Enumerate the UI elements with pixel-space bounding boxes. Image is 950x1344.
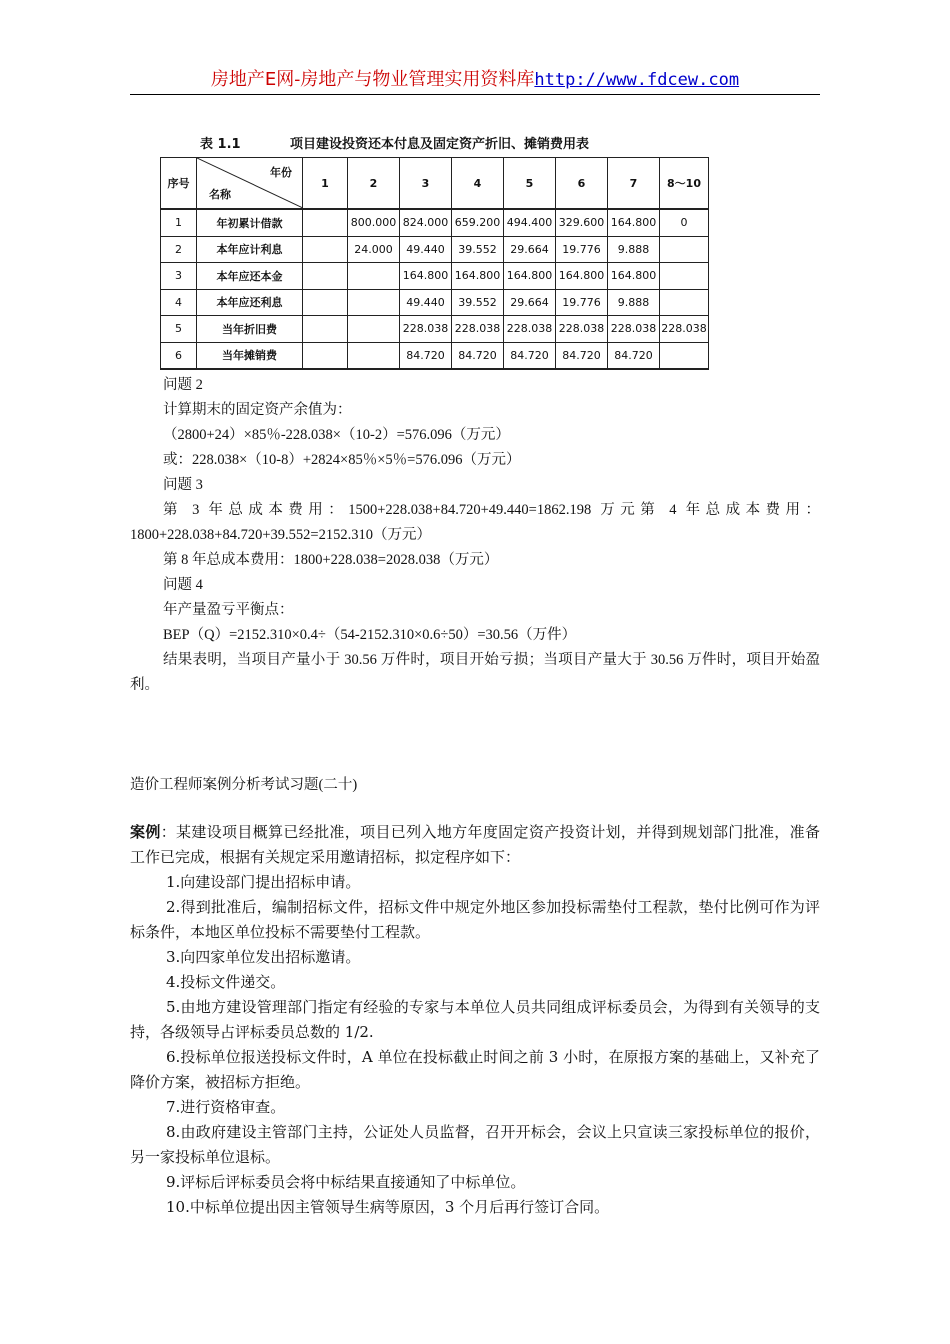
table-cell — [348, 342, 400, 369]
header-year: 1 — [303, 158, 348, 210]
table-row — [161, 289, 709, 316]
case-item: 2.得到批准后，编制招标文件，招标文件中规定外地区参加投标需垫付工程款，垫付比例可作为评标条件，本地区单位投标不需要垫付工程款。 — [130, 898, 820, 941]
q2-line: 或：228.038×（10-8）+2824×85％×5％=576.096（万元） — [163, 452, 521, 468]
q4-line: 结果表明，当项目产量小于 30.56 万件时，项目开始亏损；当项目产量大于 30.56 万件时，项目开始盈利。 — [130, 652, 820, 693]
table-cell: 228.038 — [400, 316, 452, 343]
table-header-row — [161, 158, 709, 210]
table-cell: 329.600 — [556, 209, 608, 236]
row-name: 年初累计借款 — [197, 209, 303, 236]
header-name-label: 名称 — [209, 188, 231, 201]
row-seq: 5 — [161, 316, 197, 343]
table-cell: 49.440 — [400, 236, 452, 263]
header-year: 6 — [556, 158, 608, 210]
header-year: 8～10 — [660, 158, 709, 210]
header-year: 7 — [608, 158, 660, 210]
debt-depreciation-table — [160, 157, 709, 370]
table-cell: 19.776 — [556, 236, 608, 263]
header-year: 3 — [400, 158, 452, 210]
table-cell: 39.552 — [452, 289, 504, 316]
table-body — [161, 209, 709, 369]
header-separator: - — [294, 69, 301, 90]
row-name: 本年应还利息 — [197, 289, 303, 316]
table-cell: 84.720 — [504, 342, 556, 369]
table-cell: 164.800 — [400, 263, 452, 290]
table-cell — [348, 289, 400, 316]
q2-line: 计算期末的固定资产余值为： — [163, 402, 352, 418]
header-year: 2 — [348, 158, 400, 210]
table-number: 表 1.1 — [200, 137, 241, 152]
table-cell: 228.038 — [452, 316, 504, 343]
table-cell: 19.776 — [556, 289, 608, 316]
case-items — [130, 870, 820, 1220]
table-cell — [348, 316, 400, 343]
table-cell: 84.720 — [608, 342, 660, 369]
table-row — [161, 342, 709, 369]
table-cell: 228.038 — [608, 316, 660, 343]
table-cell: 29.664 — [504, 236, 556, 263]
table-cell: 164.800 — [608, 263, 660, 290]
table-cell: 9.888 — [608, 289, 660, 316]
q4-heading: 问题 4 — [163, 577, 203, 593]
case-item: 3.向四家单位发出招标邀请。 — [166, 948, 361, 966]
table-title: 项目建设投资还本付息及固定资产折旧、摊销费用表 — [290, 137, 590, 152]
table-cell: 800.000 — [348, 209, 400, 236]
header-year-label: 年份 — [270, 166, 292, 179]
case-intro-text: ：某建设项目概算已经批准，项目已列入地方年度固定资产投资计划，并得到规划部门批准，准备工作已完成，根据有关规定采用邀请招标，拟定程序如下： — [130, 823, 820, 866]
header-corner — [197, 158, 303, 210]
table-row — [161, 236, 709, 263]
row-seq: 4 — [161, 289, 197, 316]
row-name: 本年应还本金 — [197, 263, 303, 290]
case-item: 1.向建设部门提出招标申请。 — [166, 873, 361, 891]
table-cell — [303, 209, 348, 236]
site-subtitle: 房地产与物业管理实用资料库 — [300, 69, 535, 90]
q3-heading: 问题 3 — [163, 477, 203, 493]
row-seq: 1 — [161, 209, 197, 236]
table-cell: 228.038 — [556, 316, 608, 343]
q2-heading: 问题 2 — [163, 377, 203, 393]
table-cell: 164.800 — [608, 209, 660, 236]
table-cell: 164.800 — [556, 263, 608, 290]
site-brand: 房地产E网 — [210, 69, 295, 90]
table-cell: 84.720 — [452, 342, 504, 369]
table-cell: 824.000 — [400, 209, 452, 236]
q3-line: 第 3 年总成本费用：1500+228.038+84.720+49.440=1862.198 万元第 4 年总成本费用：1800+228.038+84.720+39.552=2152.310（万元） — [130, 502, 820, 543]
table-cell: 228.038 — [660, 316, 709, 343]
q3-line: 第 8 年总成本费用：1800+228.038=2028.038（万元） — [163, 552, 499, 568]
table-cell — [660, 263, 709, 290]
case-lead: 案例 — [130, 823, 161, 841]
row-name: 本年应计利息 — [197, 236, 303, 263]
case-item: 4.投标文件递交。 — [166, 973, 286, 991]
exam-title: 造价工程师案例分析考试习题(二十) — [130, 777, 358, 793]
row-seq: 6 — [161, 342, 197, 369]
table-cell: 84.720 — [400, 342, 452, 369]
table-cell — [303, 289, 348, 316]
table-row — [161, 209, 709, 236]
table-cell: 24.000 — [348, 236, 400, 263]
solution-section — [130, 373, 820, 698]
table-cell: 9.888 — [608, 236, 660, 263]
table-cell: 164.800 — [504, 263, 556, 290]
case-section — [130, 820, 820, 1220]
case-intro — [130, 820, 820, 870]
q2-line: （2800+24）×85％-228.038×（10-2）=576.096（万元） — [163, 427, 510, 443]
table-cell: 49.440 — [400, 289, 452, 316]
header-year: 5 — [504, 158, 556, 210]
row-name: 当年折旧费 — [197, 316, 303, 343]
q4-line: BEP（Q）=2152.310×0.4÷（54-2152.310×0.6÷50）=30.56（万件） — [163, 627, 577, 643]
table-row — [161, 263, 709, 290]
table-caption — [200, 133, 720, 153]
table-row — [161, 316, 709, 343]
table-cell: 0 — [660, 209, 709, 236]
header-year: 4 — [452, 158, 504, 210]
table-cell — [348, 263, 400, 290]
case-item: 5.由地方建设管理部门指定有经验的专家与本单位人员共同组成评标委员会，为得到有关领导的支持，各级领导占评标委员总数的 1/2. — [130, 998, 820, 1041]
table-cell — [303, 342, 348, 369]
table-cell: 39.552 — [452, 236, 504, 263]
case-item: 8.由政府建设主管部门主持，公证处人员监督，召开开标会，会议上只宣读三家投标单位的报价，另一家投标单位退标。 — [130, 1123, 820, 1166]
table-cell: 84.720 — [556, 342, 608, 369]
row-seq: 3 — [161, 263, 197, 290]
q4-line: 年产量盈亏平衡点： — [163, 602, 294, 618]
site-url-link[interactable]: http://www.fdcew.com — [534, 70, 740, 90]
page-header — [130, 66, 820, 95]
table-cell — [303, 236, 348, 263]
row-name: 当年摊销费 — [197, 342, 303, 369]
table-cell: 164.800 — [452, 263, 504, 290]
case-item: 9.评标后评标委员会将中标结果直接通知了中标单位。 — [166, 1173, 526, 1191]
table-cell: 659.200 — [452, 209, 504, 236]
table-cell: 494.400 — [504, 209, 556, 236]
table-cell — [303, 316, 348, 343]
case-item: 6.投标单位报送投标文件时，A 单位在投标截止时间之前 3 小时，在原报方案的基础上，又补充了降价方案，被招标方拒绝。 — [130, 1048, 820, 1091]
case-item: 7.进行资格审查。 — [166, 1098, 286, 1116]
case-item: 10.中标单位提出因主管领导生病等原因，3 个月后再行签订合同。 — [166, 1198, 610, 1216]
table-cell — [660, 236, 709, 263]
table-cell: 29.664 — [504, 289, 556, 316]
table-cell — [303, 263, 348, 290]
table-cell — [660, 289, 709, 316]
table-cell — [660, 342, 709, 369]
header-seq: 序号 — [161, 158, 197, 210]
row-seq: 2 — [161, 236, 197, 263]
table-cell: 228.038 — [504, 316, 556, 343]
